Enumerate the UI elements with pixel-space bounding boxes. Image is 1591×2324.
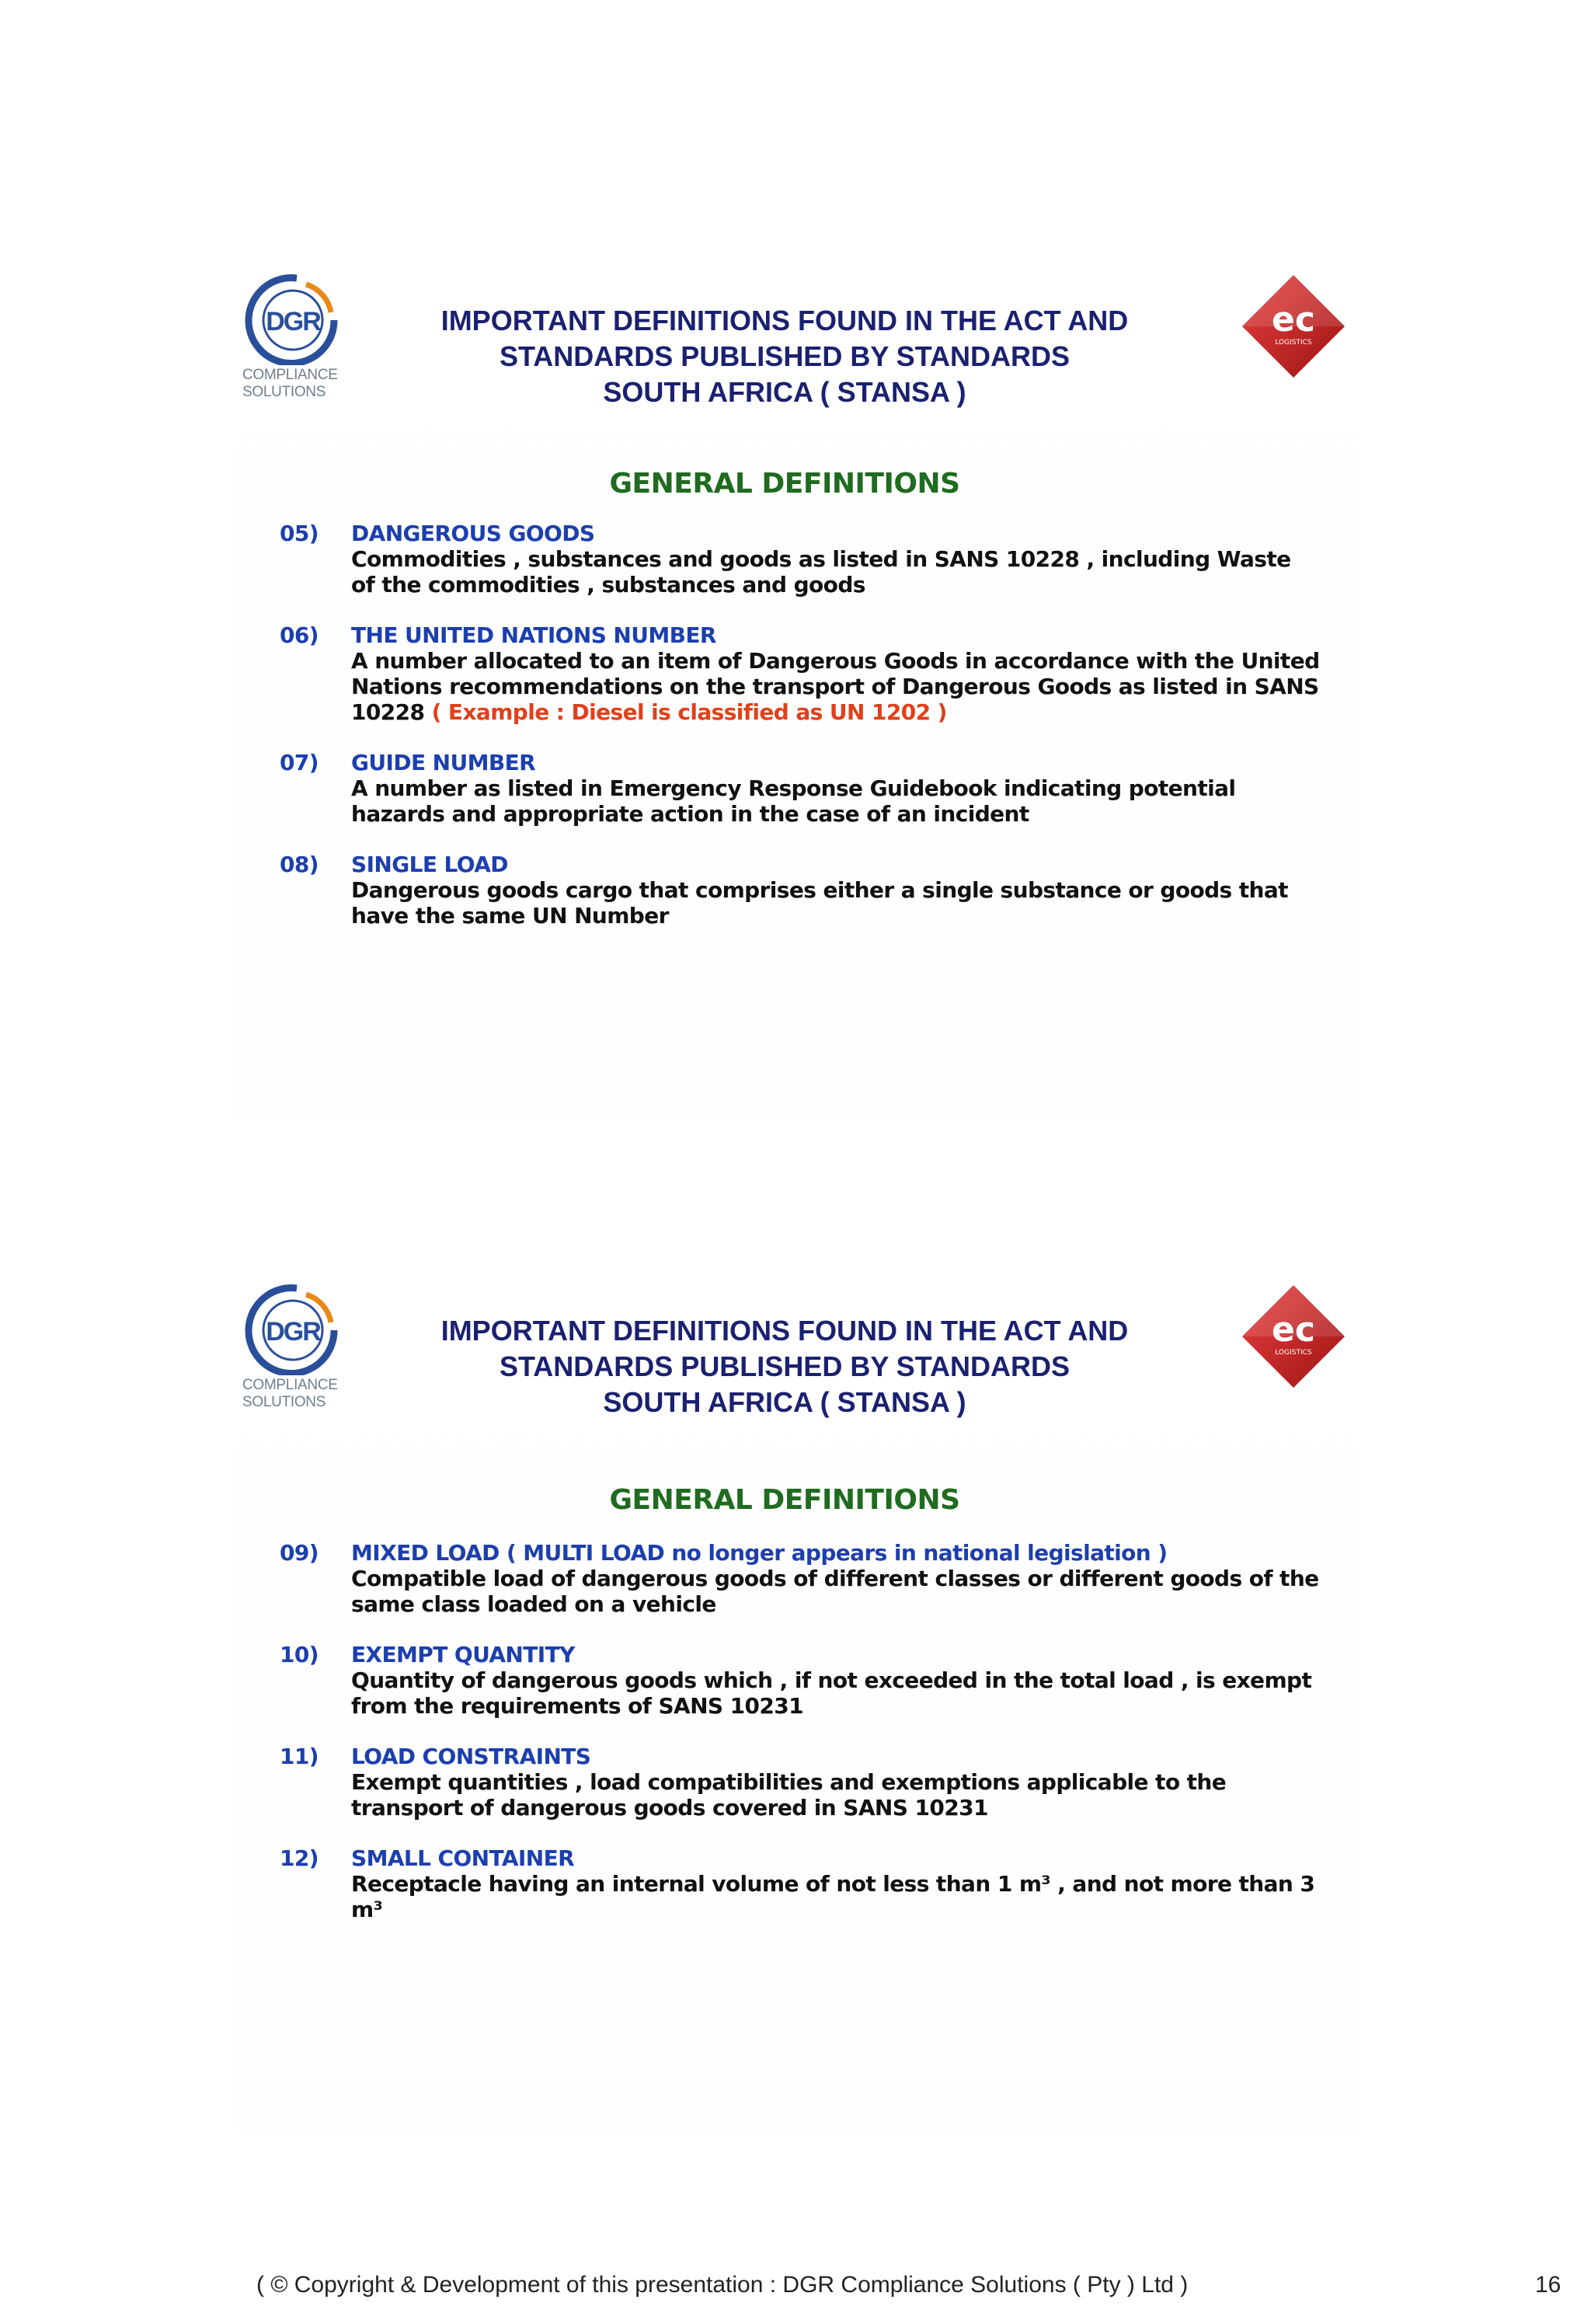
- definition-body: [351, 1566, 1321, 1617]
- ec-logistics-logo: [1239, 1282, 1348, 1391]
- definition-body: [351, 1667, 1321, 1719]
- dgr-caption: [242, 1377, 351, 1411]
- definition-term: THE UNITED NATIONS NUMBER: [351, 622, 716, 648]
- definition-number: 10): [280, 1642, 319, 1667]
- definition-text: Commodities , substances and goods as listed in SANS 10228 , including Waste of the commodities , substances and goods: [351, 546, 1291, 598]
- copyright-notice: ( © Copyright & Development of this presentation : DGR Compliance Solutions ( Pty ) Ltd ): [256, 2272, 1189, 2298]
- title-line-1: IMPORTANT DEFINITIONS FOUND IN THE ACT AND: [440, 1315, 1129, 1347]
- section-heading: GENERAL DEFINITIONS: [609, 468, 960, 500]
- definition-term: LOAD CONSTRAINTS: [351, 1744, 591, 1769]
- page-footer: [0, 2272, 1591, 2303]
- definition-number: 11): [280, 1744, 319, 1769]
- definitions-list: [280, 521, 1321, 953]
- definition-body: [351, 546, 1321, 598]
- slide-2: [233, 1274, 1359, 2129]
- dgr-monogram: DGR: [266, 1317, 320, 1347]
- definition-number: 07): [280, 750, 319, 775]
- title-line-3: SOUTH AFRICA ( STANSA ): [603, 376, 966, 408]
- definition-item: [280, 622, 1321, 725]
- dgr-compliance-logo: [242, 1282, 343, 1414]
- definition-number: 09): [280, 1540, 319, 1566]
- ec-sub: LOGISTICS: [1275, 339, 1312, 347]
- definition-text: Compatible load of dangerous goods of different classes or different goods of the same class loaded on a vehicle: [351, 1566, 1319, 1617]
- definition-text: Dangerous goods cargo that comprises either a single substance or goods that have the same UN Number: [351, 877, 1288, 929]
- definition-number: 12): [280, 1845, 319, 1871]
- definitions-list: [280, 1540, 1321, 1947]
- definition-example: ( Example : Diesel is classified as UN 1202 ): [424, 699, 947, 725]
- title-line-3: SOUTH AFRICA ( STANSA ): [603, 1386, 966, 1418]
- definition-text: A number as listed in Emergency Response Guidebook indicating potential hazards and appropriate action in the case of an incident: [351, 775, 1236, 827]
- slide-title: [388, 303, 1181, 410]
- ec-monogram: ec: [1272, 300, 1315, 340]
- definition-number: 05): [280, 521, 319, 546]
- title-line-2: STANDARDS PUBLISHED BY STANDARDS: [499, 1350, 1071, 1382]
- definition-term: DANGEROUS GOODS: [351, 521, 595, 546]
- definition-item: [280, 1744, 1321, 1821]
- dgr-caption-line2: SOLUTIONS: [242, 1394, 326, 1410]
- slide-title: [388, 1313, 1181, 1420]
- dgr-caption-line1: COMPLIANCE: [242, 1377, 338, 1393]
- dgr-monogram: DGR: [266, 307, 320, 336]
- definition-item: [280, 852, 1321, 929]
- slide-1: [233, 264, 1359, 1119]
- page-number: 16: [1535, 2272, 1561, 2298]
- definition-term: SINGLE LOAD: [351, 852, 508, 877]
- definition-term: EXEMPT QUANTITY: [351, 1642, 575, 1667]
- definition-term: GUIDE NUMBER: [351, 750, 536, 775]
- dgr-caption-line1: COMPLIANCE: [242, 367, 338, 383]
- definition-text: Receptacle having an internal volume of not less than 1 m³ , and not more than 3 m³: [351, 1871, 1315, 1922]
- definition-text: A number allocated to an item of Dangerous Goods in accordance with the United Nations recommendations on the transport of Dangerous Goods as listed in SANS 10228: [351, 648, 1320, 725]
- definition-item: [280, 750, 1321, 827]
- ec-sub: LOGISTICS: [1275, 1349, 1312, 1357]
- definition-body: [351, 1871, 1321, 1922]
- definition-body: [351, 775, 1321, 827]
- definition-item: [280, 1845, 1321, 1922]
- definition-body: [351, 1769, 1321, 1821]
- section-heading: GENERAL DEFINITIONS: [609, 1484, 960, 1516]
- ec-logistics-logo: [1239, 272, 1348, 381]
- ec-monogram: ec: [1272, 1310, 1315, 1350]
- title-line-1: IMPORTANT DEFINITIONS FOUND IN THE ACT AND: [440, 305, 1129, 336]
- definition-text: Quantity of dangerous goods which , if not exceeded in the total load , is exempt from the requirements of SANS 10231: [351, 1667, 1312, 1719]
- definition-body: [351, 877, 1321, 929]
- definition-number: 06): [280, 622, 319, 648]
- definition-term: MIXED LOAD ( MULTI LOAD no longer appears in national legislation ): [351, 1540, 1168, 1566]
- title-line-2: STANDARDS PUBLISHED BY STANDARDS: [499, 340, 1071, 372]
- definition-number: 08): [280, 852, 319, 877]
- definition-item: [280, 1540, 1321, 1617]
- definition-text: Exempt quantities , load compatibilities and exemptions applicable to the transport of dangerous goods covered in SANS 10231: [351, 1769, 1227, 1821]
- dgr-caption: [242, 367, 351, 401]
- definition-item: [280, 1642, 1321, 1719]
- dgr-compliance-logo: [242, 272, 343, 404]
- dgr-caption-line2: SOLUTIONS: [242, 384, 326, 400]
- definition-body: [351, 648, 1321, 725]
- definition-item: [280, 521, 1321, 598]
- definition-term: SMALL CONTAINER: [351, 1845, 575, 1871]
